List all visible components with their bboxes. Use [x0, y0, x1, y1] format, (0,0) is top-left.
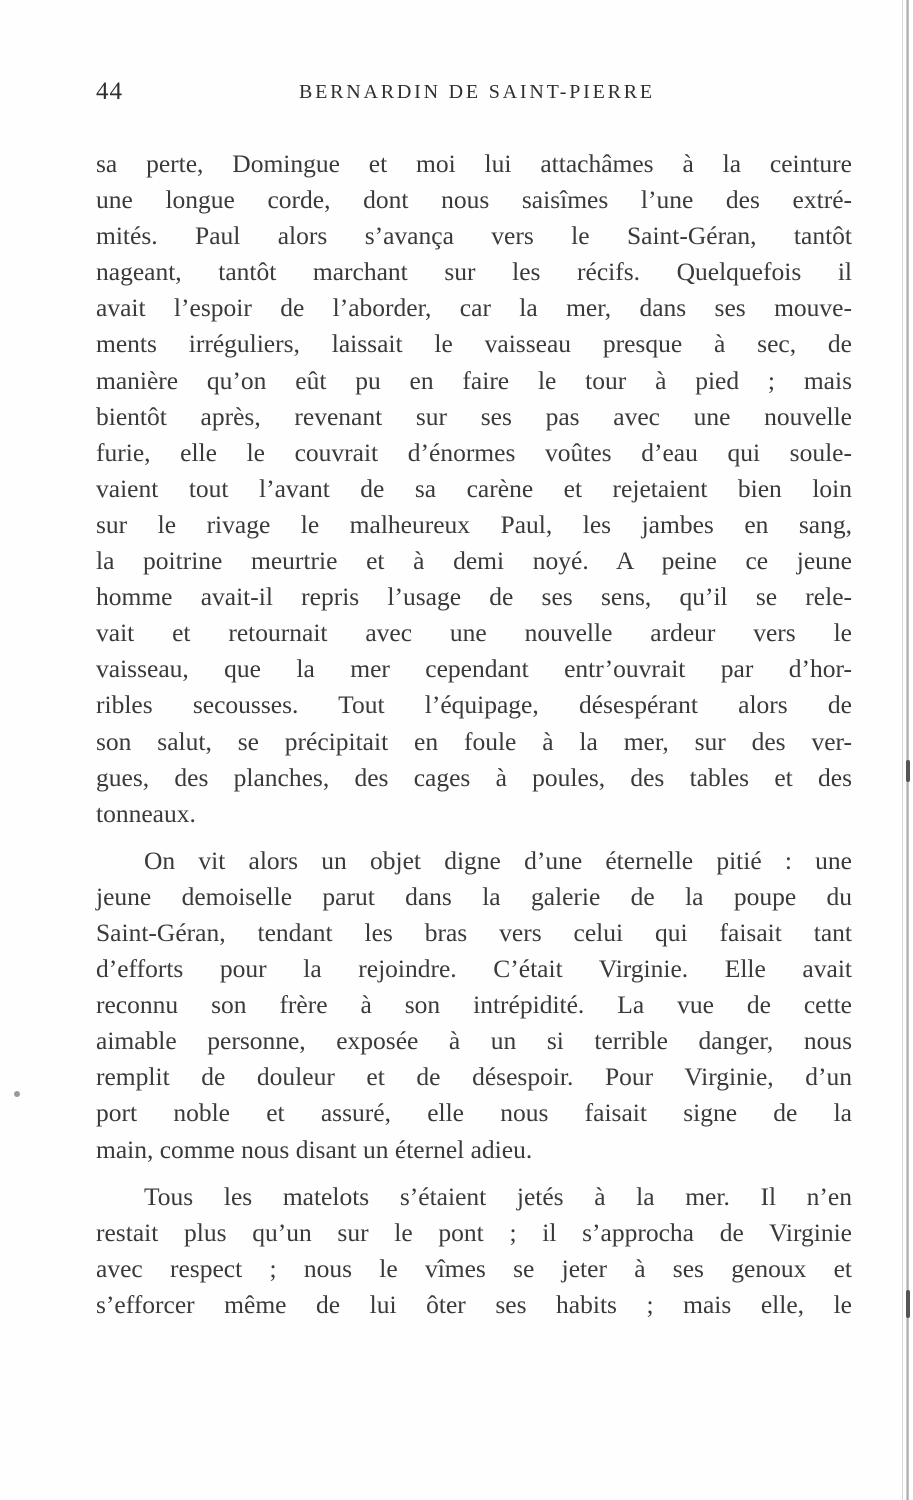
text-line: la poitrine meurtrie et à demi noyé. A peine ce jeune — [96, 546, 852, 576]
text-line: Tous les matelots s’étaient jetés à la mer. Il n’en — [144, 1181, 852, 1211]
text-line: sa perte, Domingue et moi lui attachâmes à la ceinture — [96, 149, 852, 178]
text-line: ments irréguliers, laissait le vaisseau presque à sec, de — [96, 329, 852, 359]
text-line: main, comme nous disant un éternel adieu. — [96, 1134, 533, 1164]
paragraph-gap — [96, 1168, 852, 1179]
text-line: nageant, tantôt marchant sur les récifs. Quelquefois il — [96, 257, 852, 287]
page-header — [96, 78, 852, 118]
body-text — [96, 146, 852, 1323]
paragraph — [96, 146, 852, 832]
paper-speck — [14, 1091, 20, 1097]
text-line: d’efforts pour la rejoindre. C’était Virginie. Elle avait — [96, 954, 852, 984]
paragraph-gap — [96, 832, 852, 843]
text-line: vaisseau, que la mer cependant entr’ouvrait par d’hor- — [96, 654, 852, 684]
text-line: On vit alors un objet digne d’une éternelle pitié : une — [144, 845, 852, 875]
text-line: gues, des planches, des cages à poules, des tables et des — [96, 762, 852, 792]
text-line: tonneaux. — [96, 798, 196, 828]
text-line: jeune demoiselle parut dans la galerie de la poupe du — [96, 881, 852, 911]
paragraph — [96, 843, 852, 1168]
text-line: mités. Paul alors s’avança vers le Saint-Géran, tantôt — [96, 221, 852, 251]
text-line: s’efforcer même de lui ôter ses habits ; mais elle, le — [96, 1289, 852, 1319]
page-number: 44 — [96, 78, 123, 105]
edge-mark — [906, 760, 910, 782]
text-line: une longue corde, dont nous saisîmes l’une des extré- — [96, 185, 852, 215]
page-edge-line — [902, 0, 903, 1500]
text-line: sur le rivage le malheureux Paul, les jambes en sang, — [96, 509, 852, 539]
text-line: Saint-Géran, tendant les bras vers celui qui faisait tant — [96, 917, 852, 947]
text-line: homme avait-il repris l’usage de ses sens, qu’il se rele- — [96, 582, 852, 612]
paragraph — [96, 1179, 852, 1323]
text-line: restait plus qu’un sur le pont ; il s’approcha de Virginie — [96, 1217, 852, 1247]
text-line: son salut, se précipitait en foule à la mer, sur des ver- — [96, 726, 852, 756]
text-line: vait et retournait avec une nouvelle ardeur vers le — [96, 618, 852, 648]
text-line: reconnu son frère à son intrépidité. La vue de cette — [96, 990, 852, 1020]
text-line: avec respect ; nous le vîmes se jeter à ses genoux et — [96, 1253, 852, 1283]
text-line: ribles secousses. Tout l’équipage, désespérant alors de — [96, 690, 852, 720]
text-line: remplit de douleur et de désespoir. Pour Virginie, d’un — [96, 1062, 852, 1092]
page-edge-shadow — [906, 0, 909, 1500]
text-line: bientôt après, revenant sur ses pas avec une nouvelle — [96, 401, 852, 431]
edge-mark — [906, 1290, 910, 1318]
text-line: aimable personne, exposée à un si terrible danger, nous — [96, 1026, 852, 1056]
running-head: BERNARDIN DE SAINT-PIERRE — [299, 81, 655, 103]
text-line: avait l’espoir de l’aborder, car la mer, dans ses mouve- — [96, 293, 852, 323]
text-line: manière qu’on eût pu en faire le tour à pied ; mais — [96, 365, 852, 395]
text-line: vaient tout l’avant de sa carène et rejetaient bien loin — [96, 473, 852, 503]
text-line: furie, elle le couvrait d’énormes voûtes d’eau qui soule- — [96, 437, 852, 467]
text-line: port noble et assuré, elle nous faisait signe de la — [96, 1098, 852, 1128]
